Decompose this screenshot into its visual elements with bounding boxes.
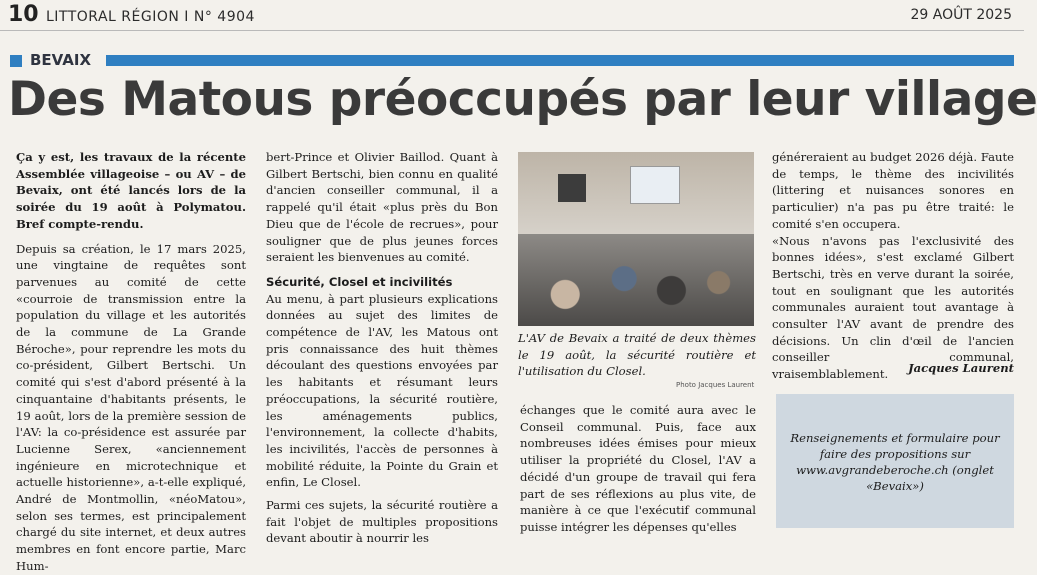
article-subheading: Sécurité, Closel et incivilités	[266, 274, 453, 289]
paragraph: Parmi ces sujets, la sécurité routière a fait l'objet de multiples propositions devant aboutir à nourrir les	[266, 498, 498, 546]
article-headline: Des Matous préoccupés par leur village	[8, 72, 1037, 127]
paragraph: «Nous n'avons pas l'exclusivité des bonnes idées», s'est exclamé Gilbert Bertschi, très en verve durant la soirée, tout en soulignant que les autorités communales auraient tout avantage à consulter l'AV avant de prendre des décisions. Un clin d'œil de l'ancien conseiller communal, vraisemblablement.	[772, 233, 1014, 382]
article-photo	[518, 152, 754, 326]
article-lead: Ça y est, les travaux de la récente Assemblée villageoise – ou AV – de Bevaix, ont été lancés lors de la soirée du 19 août à Polymatou. Bref compte-rendu.	[16, 150, 246, 231]
page-number: 10	[8, 2, 39, 27]
paragraph: Depuis sa création, le 17 mars 2025, une vingtaine de requêtes sont parvenues au comité de cette «courroie de transmission entre la population du village et les autorités de la commune de La Grande Béroche», pour reprendre les mots du co-président, Gilbert Bertschi. Un comité qui s'est d'abord présenté à la cinquantaine d'habitants présents, le 19 août, lors de la première session de l'AV: la co-présidence est assurée par Lucienne Serex, «anciennement ingénieure en microtechnique et actuelle historienne», a-t-elle expliqué, André de Montmollin, «néoMatou», selon ses termes, est principalement chargé du site internet, et deux autres membres en font encore partie, Marc Hum-	[16, 241, 246, 573]
photo-projection-screen	[630, 166, 680, 204]
running-head: LITTORAL RÉGION I N° 4904	[46, 9, 255, 25]
section-label: BEVAIX	[30, 51, 92, 69]
section-banner	[10, 52, 1014, 70]
paragraph: Au menu, à part plusieurs explications données au sujet des limites de compétence de l'AV, les Matous ont pris connaissance des huit thèmes découlant des questions envoyées par les habitants et résumant leurs préoccupations, la sécurité routière, les aménagements publics, l'environnement, la collecte d'habits, les incivilités, l'accès de personnes à mobilité réduite, la Pointe du Grain et enfin, Le Closel.	[266, 291, 498, 490]
page-header	[0, 0, 1024, 31]
photo-caption: L'AV de Bevaix a traité de deux thèmes le 19 août, la sécurité routière et l'utilisation du Closel.	[518, 331, 756, 379]
author-signature: Jacques Laurent	[908, 361, 1014, 375]
article-column-2	[266, 149, 498, 546]
info-box-text: Renseignements et formulaire pour faire des propositions sur www.avgrandeberoche.ch (onglet «Bevaix»)	[790, 431, 1000, 493]
paragraph: échanges que le comité aura avec le Conseil communal. Puis, face aux nombreuses idées émises pour mieux utiliser la propriété du Closel, l'AV a décidé d'un groupe de travail qui fera part de ses réflexions au plus vite, de manière à ce que l'exécutif communal puisse intégrer les dépenses qu'elles	[520, 403, 756, 534]
issue-date: 29 AOÛT 2025	[910, 7, 1012, 23]
article-column-1	[16, 149, 246, 573]
paragraph: bert-Prince et Olivier Baillod. Quant à Gilbert Bertschi, bien connu en qualité d'ancien conseiller communal, il a rappelé qu'il était «plus près du Bon Dieu que de l'école de recrues», pour souligner que de plus jeunes forces seraient les bienvenues au comité.	[266, 150, 498, 265]
section-marker-icon	[10, 55, 22, 67]
article-column-3	[520, 402, 756, 532]
photo-board	[558, 174, 586, 202]
photo-audience	[518, 247, 754, 326]
paragraph: généreraient au budget 2026 déjà. Faute de temps, le thème des incivilités (littering et nuisances sonores en particulier) n'a pas pu être traité: le comité s'en occupera.	[772, 150, 1014, 231]
photo-credit: Photo Jacques Laurent	[676, 381, 755, 389]
section-rule	[106, 55, 1014, 66]
info-box	[776, 394, 1014, 528]
